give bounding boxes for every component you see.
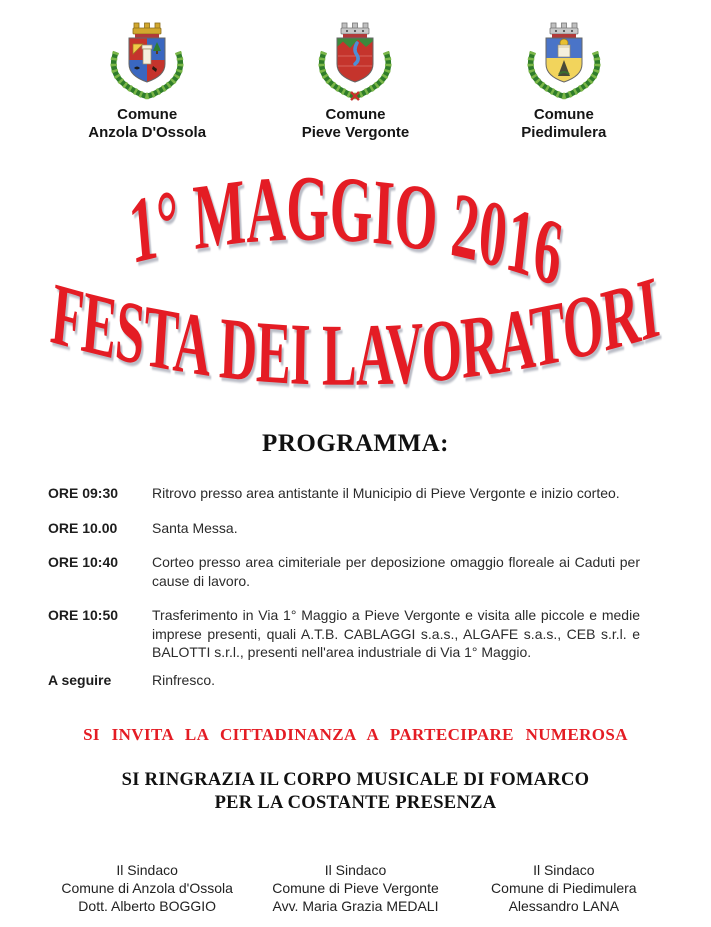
program-time: ORE 10.00 <box>48 519 118 536</box>
signature-role: Il Sindaco <box>533 862 595 878</box>
title-line2: FESTA DEI LAVORATORI <box>47 256 663 405</box>
program-desc: Trasferimento in Via 1° Maggio a Pieve Vergonte e visita alle piccole e medie imprese presenti, quali A.T.B. CABLAGGI s.a.s., ALGAFE s.a.s., CEB s.r.l. e BALOTTI s.r.l., presenti nell'area industriale di Via 1° Maggio. <box>152 607 640 660</box>
commune-block-piedimulera <box>460 16 668 142</box>
thanks-line2: PER LA COSTANTE PRESENZA <box>214 793 497 813</box>
commune-caption-line2: Piedimulera <box>521 124 607 141</box>
commune-caption-line2: Anzola D'Ossola <box>88 124 207 141</box>
signature-commune: Comune di Anzola d'Ossola <box>61 880 233 896</box>
signature-role: Il Sindaco <box>116 862 178 878</box>
commune-caption-line2: Pieve Vergonte <box>301 124 410 141</box>
commune-block-anzola <box>43 16 251 142</box>
commune-caption-line1: Comune <box>325 106 386 123</box>
commune-caption <box>521 106 606 142</box>
signatures <box>43 861 668 915</box>
program-time: ORE 09:30 <box>48 485 119 501</box>
program-time: ORE 10:40 <box>48 554 119 570</box>
program-heading: PROGRAMMA: <box>262 430 449 457</box>
title-wordart <box>25 156 685 404</box>
signature-anzola <box>43 861 251 915</box>
pieve-vergonte-crest-icon <box>310 16 400 104</box>
thanks-block <box>0 769 711 815</box>
signature-name: Avv. Maria Grazia MEDALI <box>272 898 439 914</box>
program-row <box>0 671 711 690</box>
program-desc: Santa Messa. <box>152 519 238 536</box>
signature-role: Il Sindaco <box>324 862 387 878</box>
program-row <box>0 606 711 662</box>
signature-piedimulera <box>460 861 668 915</box>
signature-name: Alessandro LANA <box>508 898 620 914</box>
signature-commune: Comune di Piedimulera <box>491 880 637 896</box>
program-row <box>0 519 711 538</box>
program-desc: Rinfresco. <box>152 671 216 688</box>
commune-caption <box>302 106 410 142</box>
program-time: ORE 10:50 <box>48 607 119 623</box>
signature-name: Dott. Alberto BOGGIO <box>78 898 217 914</box>
anzola-dossola-crest-icon <box>102 16 192 104</box>
signature-pieve-vergonte <box>251 861 459 915</box>
signature-commune: Comune di Pieve Vergonte <box>272 880 439 896</box>
title-line1: 1° MAGGIO 2016 <box>125 156 568 307</box>
piedimulera-crest-icon <box>519 16 609 104</box>
program-row <box>0 484 711 503</box>
program-row <box>0 553 711 590</box>
thanks-line1: SI RINGRAZIA IL CORPO MUSICALE DI FOMARCO <box>121 770 590 790</box>
invitation-line: SI INVITA LA CITTADINANZA A PARTECIPARE NUMEROSA <box>83 725 628 744</box>
commune-caption-line1: Comune <box>117 106 178 123</box>
commune-caption <box>88 106 206 142</box>
communes-header <box>43 16 668 142</box>
program-time: A seguire <box>48 671 112 688</box>
program-list <box>0 484 711 689</box>
program-desc: Corteo presso area cimiteriale per deposizione omaggio floreale ai Caduti per cause di lavoro. <box>152 554 640 589</box>
program-desc: Ritrovo presso area antistante il Municipio di Pieve Vergonte e inizio corteo. <box>152 485 620 501</box>
commune-caption-line1: Comune <box>533 106 594 123</box>
commune-block-pieve-vergonte <box>251 16 459 142</box>
